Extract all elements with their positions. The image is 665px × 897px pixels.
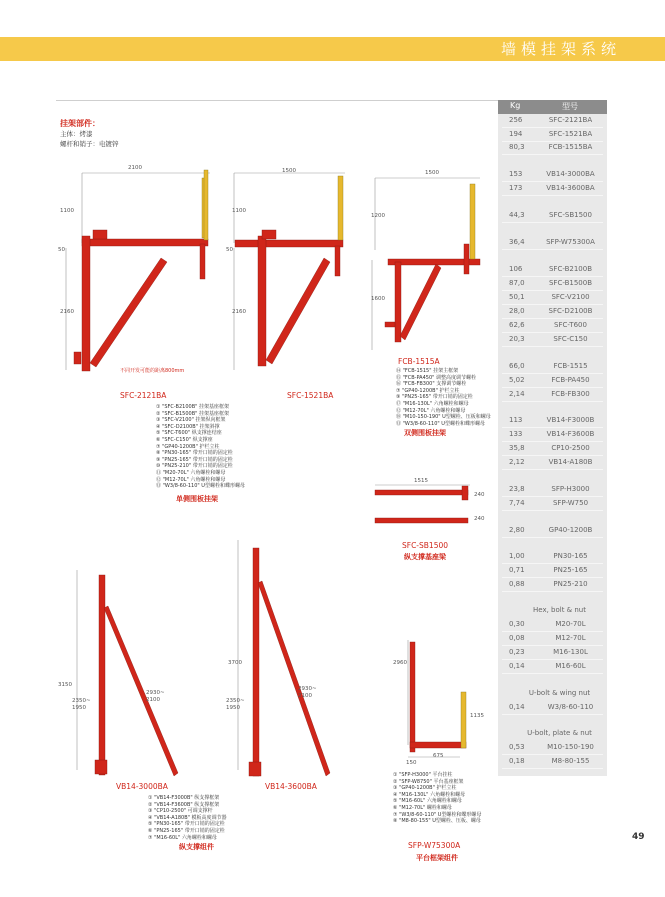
spec-row bbox=[498, 184, 607, 194]
spec-model: CP10-2500 bbox=[551, 444, 590, 452]
caption-sfc2121: SFC-2121BA bbox=[120, 391, 167, 400]
spec-row bbox=[498, 116, 607, 126]
spec-kg: 113 bbox=[509, 416, 523, 424]
legend-item: ⑦ "GP40-1200B" 护栏立柱 bbox=[156, 443, 220, 450]
spec-row-rule bbox=[502, 195, 603, 196]
legend-item: ⑤ "SFC-T600" 纵支撑连结座 bbox=[156, 430, 222, 437]
spec-model: SFC-D2100B bbox=[548, 307, 593, 315]
spec-kg: 44,3 bbox=[509, 211, 525, 219]
spec-kg: 20,3 bbox=[509, 335, 525, 343]
caption-sb1500: SFC-SB1500 bbox=[402, 541, 449, 550]
legend-item: ② "SFC-B1500B" 挂架基座框架 bbox=[156, 410, 230, 417]
legend-item: ⑥ "M12-70L" 螺栓和螺母 bbox=[393, 804, 452, 811]
spec-row-rule bbox=[502, 387, 603, 388]
legend-sfc2121 bbox=[156, 404, 245, 490]
spec-row bbox=[498, 526, 607, 536]
spec-row bbox=[498, 662, 607, 672]
legend-vb3000 bbox=[148, 795, 227, 841]
legend-fcb1515 bbox=[396, 368, 491, 427]
legend-item: ⑧ "M8-80-155" U型螺栓、压板、螺母 bbox=[393, 818, 481, 825]
spec-kg: 35,8 bbox=[509, 444, 525, 452]
spec-kg: 23,8 bbox=[509, 485, 525, 493]
spec-row-rule bbox=[502, 563, 603, 564]
spec-model: SFC-B1500B bbox=[548, 279, 593, 287]
spec-kg: 36,4 bbox=[509, 238, 525, 246]
spec-model: M16-130L bbox=[553, 648, 588, 656]
legend-item: ⑦ "GP40-1200B" 护栏立柱 bbox=[396, 387, 460, 394]
intro-title: 挂架部件： bbox=[60, 119, 100, 128]
spec-model: FCB-1515 bbox=[553, 362, 588, 370]
spec-model: FCB-PA450 bbox=[551, 376, 590, 384]
spec-row bbox=[498, 211, 607, 221]
legend-item: ③ "CP10-2500" 可调支撑杆 bbox=[148, 808, 213, 815]
spec-model: PN25-210 bbox=[553, 580, 588, 588]
spec-row bbox=[498, 362, 607, 372]
dim-w75300-h: 2960 bbox=[393, 660, 407, 666]
spec-row bbox=[498, 703, 607, 713]
dim-sfc2121-h1: 1100 bbox=[60, 208, 74, 214]
sfc2121-frame bbox=[74, 230, 208, 371]
spec-row bbox=[498, 321, 607, 331]
section-title-vb3000: 纵支撑组件 bbox=[179, 843, 214, 851]
dim-sfc2121-h2: 2160 bbox=[60, 309, 74, 315]
spec-row-rule bbox=[502, 373, 603, 374]
spec-row bbox=[498, 143, 607, 153]
spec-row-rule bbox=[502, 141, 603, 142]
spec-row bbox=[498, 376, 607, 386]
sfc1521-rail bbox=[338, 176, 343, 240]
spec-group-text: Hex, bolt & nut bbox=[533, 606, 586, 614]
spec-row-rule bbox=[502, 510, 603, 511]
spec-row-rule bbox=[502, 304, 603, 305]
spec-row bbox=[498, 757, 607, 767]
dim-vb3000-b1: 2350~ 1950 bbox=[72, 698, 91, 711]
spec-group-text: U-bolt & wing nut bbox=[528, 689, 591, 697]
dim-w75300-w2: 675 bbox=[433, 753, 444, 759]
spec-table bbox=[498, 100, 607, 776]
spec-row-rule bbox=[502, 714, 603, 715]
spec-row bbox=[498, 458, 607, 468]
vb3600-frame bbox=[249, 548, 330, 776]
spec-row bbox=[498, 416, 607, 426]
dim-w75300-w1: 150 bbox=[406, 760, 417, 766]
legend-item: ④ "SFC-D2100B" 挂架斜撑 bbox=[156, 423, 220, 430]
spec-kg: 1,00 bbox=[509, 552, 525, 560]
spec-group-text: U-bolt, plate & nut bbox=[527, 729, 592, 737]
spec-row-rule bbox=[502, 127, 603, 128]
spec-kg: 0,88 bbox=[509, 580, 525, 588]
spec-row bbox=[498, 648, 607, 658]
sb1500-beams bbox=[375, 486, 468, 523]
spec-kg: 0,08 bbox=[509, 634, 525, 642]
spec-row-rule bbox=[502, 290, 603, 291]
legend-item: ⑫ "M12-70L" 六角螺栓和螺母 bbox=[156, 476, 226, 483]
legend-w75300 bbox=[393, 772, 481, 825]
caption-vb3000: VB14-3000BA bbox=[116, 782, 168, 791]
caption-vb3600: VB14-3600BA bbox=[265, 782, 317, 791]
spec-row-rule bbox=[502, 222, 603, 223]
spec-model: W3/8-60-110 bbox=[547, 703, 594, 711]
legend-item: ⑤ "M16-60L" 六角螺栓和螺母 bbox=[393, 798, 462, 805]
legend-item: ⑦ "W3/8-60-110" U型螺栓和蝶形螺母 bbox=[393, 811, 482, 818]
legend-item: ③ "GP40-1200B" 护栏立柱 bbox=[393, 785, 457, 792]
page-title: 墙模挂架系统 bbox=[500, 40, 621, 58]
spec-kg: 0,18 bbox=[509, 757, 525, 765]
legend-item: ① "VB14-F3000B" 纵支撑框架 bbox=[148, 795, 220, 801]
legend-item: ⑦ "M16-60L" 六角螺栓和螺母 bbox=[148, 834, 217, 841]
legend-item: ① "SFP-H3000" 平台挂柱 bbox=[393, 772, 453, 778]
spec-model: PN25-165 bbox=[553, 566, 588, 574]
spec-row bbox=[498, 170, 607, 180]
intro-line-2: 螺杆和销子：电镀锌 bbox=[60, 140, 119, 148]
section-title-sb1500: 纵支撑基座梁 bbox=[404, 553, 446, 561]
dim-sfc2121-w: 2100 bbox=[128, 165, 142, 171]
spec-group-label bbox=[498, 606, 607, 616]
legend-item: ⑬ "W3/8-60-110" U型螺栓和蝶形螺母 bbox=[156, 483, 245, 490]
spec-row-rule bbox=[502, 318, 603, 319]
spec-model: GP40-1200B bbox=[548, 526, 593, 534]
vb3000-frame bbox=[95, 575, 178, 776]
spec-row bbox=[498, 293, 607, 303]
dim-sfc1521-h2: 2160 bbox=[232, 309, 246, 315]
spec-kg: 0,30 bbox=[509, 620, 525, 628]
legend-item: ④ "M16-130L" 六角螺栓和螺母 bbox=[393, 791, 466, 798]
spec-kg: 2,12 bbox=[509, 458, 525, 466]
legend-item: ⑭ "FCB-1515" 挂架主框架 bbox=[396, 368, 459, 374]
spec-kg: 0,23 bbox=[509, 648, 525, 656]
spec-model: M20-70L bbox=[555, 620, 586, 628]
section-title-fcb1515: 双侧围板挂架 bbox=[404, 429, 446, 437]
spec-row bbox=[498, 552, 607, 562]
spec-model: VB14-3600BA bbox=[546, 184, 595, 192]
spec-kg: 62,6 bbox=[509, 321, 525, 329]
fcb1515-frame bbox=[385, 244, 480, 342]
spec-model: FCB-1515BA bbox=[548, 143, 593, 151]
legend-item: ⑨ "PN25-165" 带开口销的固定栓 bbox=[396, 394, 473, 401]
dim-sfc2121-h3: 50 bbox=[58, 247, 65, 253]
legend-item: ⑱ "M10-150-190" U型螺栓、压板和螺母 bbox=[396, 414, 491, 421]
dim-fcb1515-h2: 1600 bbox=[371, 296, 385, 302]
legend-item: ② "VB14-F3600B" 纵支撑框架 bbox=[148, 801, 220, 808]
spec-kg: 2,14 bbox=[509, 390, 525, 398]
spec-kg: 5,02 bbox=[509, 376, 525, 384]
spec-model: VB14-F3000B bbox=[546, 416, 595, 424]
spec-row bbox=[498, 580, 607, 590]
spec-row-rule bbox=[502, 673, 603, 674]
spec-model: SFP-H3000 bbox=[551, 485, 590, 493]
model-header: 型号 bbox=[562, 102, 578, 111]
spec-row-rule bbox=[502, 645, 603, 646]
legend-item: ④ "VB14-A180B" 模板高度调节器 bbox=[148, 814, 227, 821]
spec-model: M8-80-155 bbox=[551, 757, 590, 765]
spec-kg: 66,0 bbox=[509, 362, 525, 370]
legend-item: ⑧ "PN30-165" 带开口销的固定栓 bbox=[156, 450, 233, 457]
dim-w75300-h2: 1135 bbox=[470, 713, 484, 719]
legend-item: ⑯ "FCB-FB300" 支撑调节螺栓 bbox=[396, 381, 467, 388]
legend-item: ① "SFC-B2100B" 挂架基座框架 bbox=[156, 404, 230, 410]
spec-kg: 0,71 bbox=[509, 566, 525, 574]
spec-kg: 28,0 bbox=[509, 307, 525, 315]
caption-fcb1515: FCB-1515A bbox=[398, 357, 440, 366]
spec-row bbox=[498, 430, 607, 440]
dim-vb3600-b2: 2930~ 2100 bbox=[298, 686, 317, 699]
legend-item: ⑥ "SFC-C150" 纵支撑座 bbox=[156, 436, 213, 443]
spec-model: SFC-2121BA bbox=[548, 116, 593, 124]
spec-row-rule bbox=[502, 441, 603, 442]
spec-row-rule bbox=[502, 496, 603, 497]
spec-kg: 153 bbox=[509, 170, 523, 178]
spec-model: FCB-FB300 bbox=[551, 390, 590, 398]
sfc2121-rail bbox=[202, 170, 208, 240]
spec-kg: 80,3 bbox=[509, 143, 525, 151]
dim-sb1500-w: 1515 bbox=[414, 478, 428, 484]
spec-model: PN30-165 bbox=[553, 552, 588, 560]
spec-row bbox=[498, 335, 607, 345]
spec-row-rule bbox=[502, 154, 603, 155]
legend-item: ⑩ "PN25-210" 带开口销的固定栓 bbox=[156, 463, 233, 470]
legend-item: ⑫ "M12-70L" 六角螺栓和螺母 bbox=[396, 407, 466, 414]
spec-row bbox=[498, 307, 607, 317]
spec-model: M16-60L bbox=[555, 662, 586, 670]
spec-kg: 87,0 bbox=[509, 279, 525, 287]
spec-row bbox=[498, 265, 607, 275]
spec-row bbox=[498, 130, 607, 140]
section-title-w75300: 平台框架组件 bbox=[416, 854, 458, 862]
sfc2121-note: 不同开发可能的距离800mm bbox=[120, 368, 185, 374]
dim-sfc1521-h1: 1100 bbox=[232, 208, 246, 214]
spec-row-rule bbox=[502, 591, 603, 592]
spec-row bbox=[498, 485, 607, 495]
dim-vb3600-b1: 2350~ 1950 bbox=[226, 698, 245, 711]
spec-kg: 133 bbox=[509, 430, 523, 438]
spec-model: SFC-1521BA bbox=[548, 130, 593, 138]
spec-row-rule bbox=[502, 332, 603, 333]
spec-model: VB14-F3600B bbox=[546, 430, 595, 438]
section-title-sfc2121: 单侧围板挂架 bbox=[176, 495, 218, 503]
spec-kg: 173 bbox=[509, 184, 523, 192]
spec-row-rule bbox=[502, 754, 603, 755]
spec-model: SFC-V2100 bbox=[551, 293, 590, 301]
spec-row-rule bbox=[502, 181, 603, 182]
spec-kg: 194 bbox=[509, 130, 523, 138]
legend-item: ⑥ "PN25-165" 带开口销的固定栓 bbox=[148, 827, 225, 834]
dim-sb1500-h: 240 bbox=[474, 492, 485, 498]
legend-item: ⑤ "PN30-165" 带开口销的固定栓 bbox=[148, 821, 225, 828]
spec-kg: 7,74 bbox=[509, 499, 525, 507]
spec-model: SFP-W75300A bbox=[546, 238, 595, 246]
spec-row-rule bbox=[502, 401, 603, 402]
legend-item: ② "SFP-W8750" 平台基座框架 bbox=[393, 778, 464, 785]
spec-row-rule bbox=[502, 577, 603, 578]
spec-kg: 0,14 bbox=[509, 662, 525, 670]
spec-table-header bbox=[498, 100, 607, 114]
caption-sfc1521: SFC-1521BA bbox=[287, 391, 334, 400]
spec-row bbox=[498, 566, 607, 576]
spec-row-rule bbox=[502, 659, 603, 660]
w75300-frame bbox=[410, 642, 466, 752]
intro-line-1: 主体：烤漆 bbox=[60, 130, 93, 138]
spec-model: VB14-3000BA bbox=[546, 170, 595, 178]
spec-model: VB14-A180B bbox=[548, 458, 593, 466]
w75300-rail bbox=[461, 692, 466, 748]
spec-row-rule bbox=[502, 455, 603, 456]
caption-w75300: SFP-W75300A bbox=[408, 841, 461, 850]
legend-item: ⑨ "PN25-165" 带开口销的固定栓 bbox=[156, 456, 233, 463]
spec-model: M10-150-190 bbox=[547, 743, 594, 751]
spec-row-rule bbox=[502, 537, 603, 538]
sfc1521-frame bbox=[235, 230, 343, 366]
spec-kg: 0,53 bbox=[509, 743, 525, 751]
spec-kg: 106 bbox=[509, 265, 523, 273]
fcb1515-rail bbox=[470, 184, 475, 259]
dim-fcb1515-w: 1500 bbox=[425, 170, 439, 176]
legend-item: ⑮ "FCB-PA450" 调整高度调节螺栓 bbox=[396, 374, 477, 381]
spec-row-rule bbox=[502, 346, 603, 347]
spec-row-rule bbox=[502, 469, 603, 470]
spec-model: SFC-SB1500 bbox=[549, 211, 592, 219]
dim-vb3000-h: 3150 bbox=[58, 682, 72, 688]
spec-model: SFC-C150 bbox=[553, 335, 588, 343]
spec-row bbox=[498, 279, 607, 289]
spec-model: SFC-B2100B bbox=[548, 265, 593, 273]
dim-sfc1521-w: 1500 bbox=[282, 168, 296, 174]
dim-fcb1515-h1: 1200 bbox=[371, 213, 385, 219]
spec-model: SFC-T600 bbox=[554, 321, 587, 329]
spec-kg: 2,80 bbox=[509, 526, 525, 534]
spec-group-label bbox=[498, 689, 607, 699]
spec-row-rule bbox=[502, 631, 603, 632]
legend-item: ⑬ "W3/8-60-110" U型螺栓和蝶形螺母 bbox=[396, 420, 485, 427]
kg-header: Kg bbox=[510, 101, 521, 110]
spec-row bbox=[498, 634, 607, 644]
legend-item: ⑰ "M16-130L" 六角螺栓和螺母 bbox=[396, 400, 469, 407]
dim-sb1500-h2: 240 bbox=[474, 516, 485, 522]
spec-group-label bbox=[498, 729, 607, 739]
spec-row bbox=[498, 444, 607, 454]
spec-row bbox=[498, 499, 607, 509]
spec-row bbox=[498, 743, 607, 753]
spec-row bbox=[498, 620, 607, 630]
page-number: 49 bbox=[632, 832, 645, 842]
dim-sfc1521-h3: 50 bbox=[226, 247, 233, 253]
spec-kg: 256 bbox=[509, 116, 523, 124]
spec-row-rule bbox=[502, 249, 603, 250]
spec-row-rule bbox=[502, 276, 603, 277]
spec-row bbox=[498, 390, 607, 400]
spec-model: M12-70L bbox=[555, 634, 586, 642]
legend-item: ⑪ "M20-70L" 六角螺栓和螺母 bbox=[156, 469, 226, 476]
spec-model: SFP-W750 bbox=[552, 499, 589, 507]
dim-vb3600-h: 3700 bbox=[228, 660, 242, 666]
spec-row-rule bbox=[502, 427, 603, 428]
dim-vb3000-b2: 2930~ 2100 bbox=[146, 690, 165, 703]
spec-kg: 0,14 bbox=[509, 703, 525, 711]
spec-row-rule bbox=[502, 768, 603, 769]
legend-item: ③ "SFC-V2100" 挂架纵向框架 bbox=[156, 417, 226, 424]
spec-row bbox=[498, 238, 607, 248]
spec-kg: 50,1 bbox=[509, 293, 525, 301]
